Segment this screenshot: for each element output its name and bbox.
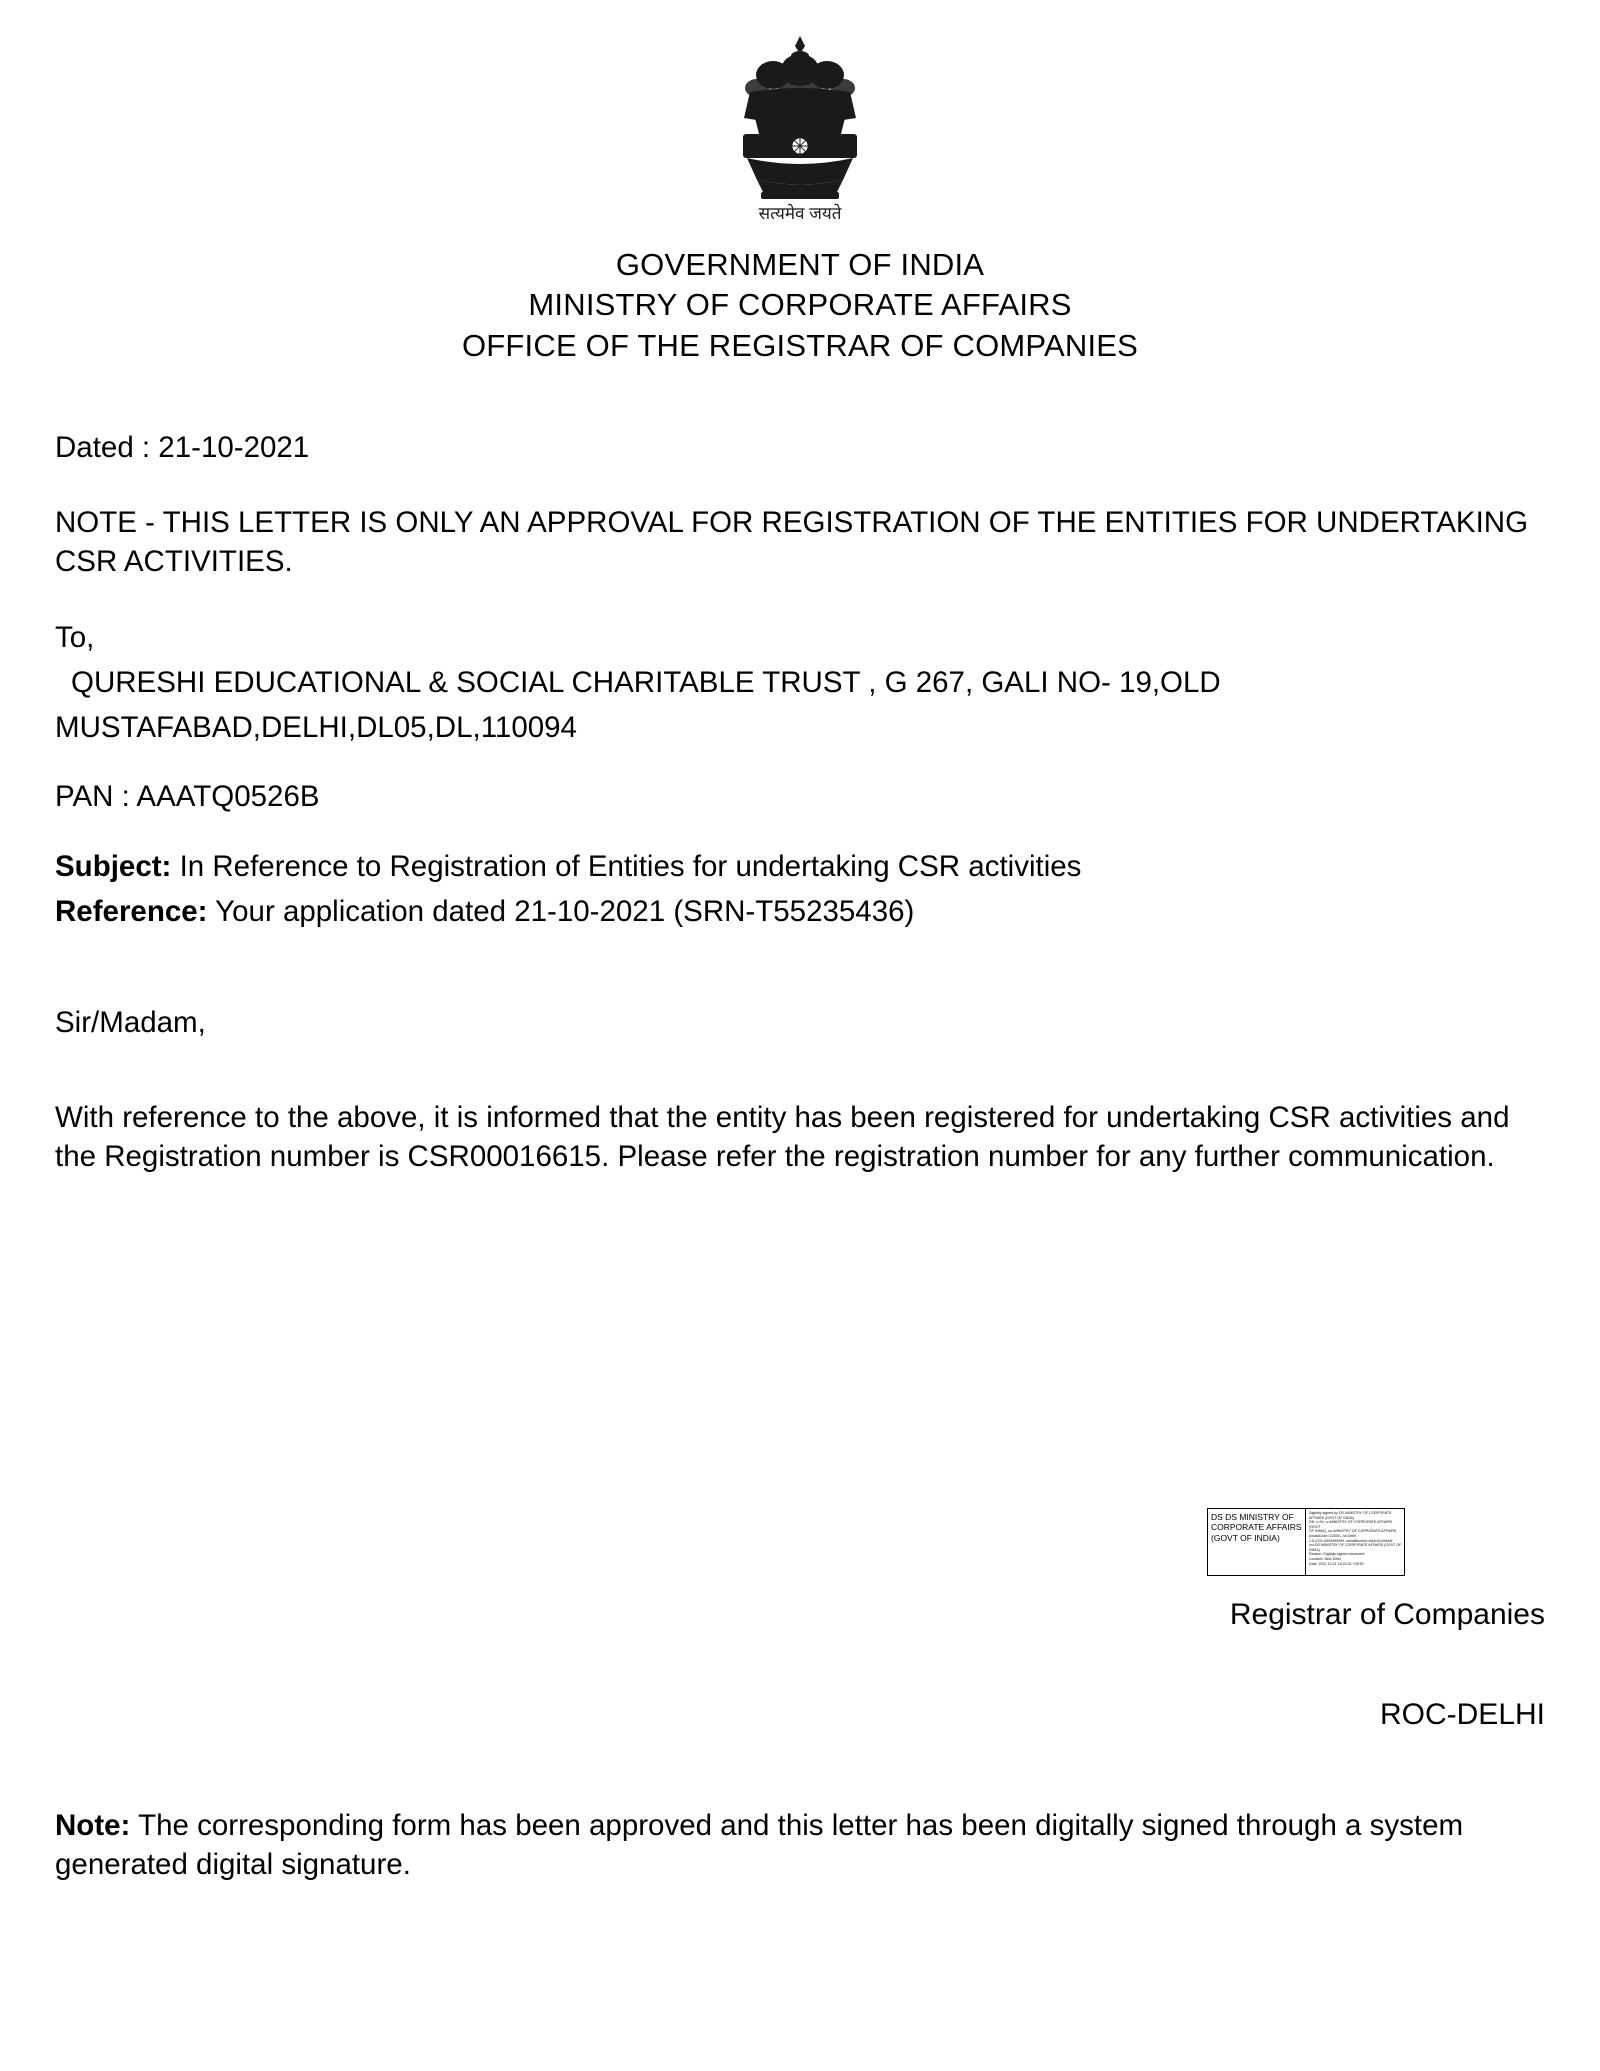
- subject-text: In Reference to Registration of Entities for undertaking CSR activities: [179, 849, 1082, 883]
- dsc-details: [1306, 1509, 1404, 1575]
- header-line-government: GOVERNMENT OF INDIA: [615, 247, 985, 282]
- pan-number: PAN : AAATQ0526B: [55, 780, 320, 814]
- footer-note-label: Note:: [55, 1809, 131, 1842]
- reference-text: Your application dated 21-10-2021 (SRN-T55235436): [215, 894, 915, 928]
- subject-label: Subject:: [55, 849, 172, 883]
- header-line-ministry: MINISTRY OF CORPORATE AFFAIRS: [528, 287, 1072, 323]
- dsc-detail-line: AFFAIRS (GOVT OF INDIA): [1309, 1515, 1355, 1520]
- letter-body: [55, 428, 1545, 1177]
- signature-area: [55, 1508, 1545, 1732]
- registrar-title: Registrar of Companies: [1229, 1598, 1545, 1631]
- dsc-detail-line: cn=DS MINISTRY OF CORPORATE AFFAIRS (GOVT OF INDIA): [1309, 1543, 1402, 1552]
- approval-note: NOTE - THIS LETTER IS ONLY AN APPROVAL FOR REGISTRATION OF THE ENTITIES FOR UNDERTAKING CSR ACTIVITIES.: [55, 506, 1529, 579]
- dsc-detail-line: DN: c=IN, o=MINISTRY OF CORPORATE AFFAIRS (GOVT: [1309, 1520, 1393, 1529]
- dsc-detail-line: OF INDIA), ou=MINISTRY OF CORPORATE AFFAIRS, postalCode=110001, st=Delhi,: [1309, 1529, 1398, 1538]
- addressee-line-1: QURESHI EDUCATIONAL & SOCIAL CHARITABLE TRUST , G 267, GALI NO- 19,OLD: [71, 665, 1221, 699]
- dsc-detail-line: Digitally signed by DS MINISTRY OF CORPORATE: [1309, 1511, 1392, 1515]
- footer-note: [55, 1806, 1545, 1884]
- body-paragraph: With reference to the above, it is informed that the entity has been registered for undertaking CSR activities and the Registration number is CSR00016615. Please refer the registration number for any further communication.: [55, 1101, 1510, 1174]
- dsc-detail-line: Location: New Delhi: [1309, 1556, 1341, 1561]
- addressee-line-2: MUSTAFABAD,DELHI,DL05,DL,110094: [55, 711, 577, 745]
- subject-line: [55, 847, 1545, 886]
- header-line-office: OFFICE OF THE REGISTRAR OF COMPANIES: [461, 327, 1139, 363]
- letter-date: Dated : 21-10-2021: [55, 430, 310, 464]
- dsc-signer-name: DS DS MINISTRY OF CORPORATE AFFAIRS (GOVT OF INDIA): [1208, 1509, 1306, 1575]
- spacer: [55, 961, 1545, 1003]
- salutation: Sir/Madam,: [55, 1006, 206, 1039]
- reference-line: [55, 892, 1545, 931]
- document-header: [55, 245, 1545, 366]
- india-state-emblem-icon: [695, 30, 905, 245]
- dsc-detail-line: Date: 2021.10.21 18:24:31 +05'30': [1309, 1561, 1365, 1566]
- dsc-detail-line: 2.5.4.20=9999999999, serialNumber=0a1b2c3d4e5f,: [1309, 1538, 1394, 1543]
- digital-signature-stamp: [1207, 1508, 1405, 1576]
- emblem-motto: सत्यमेव जयते: [758, 204, 842, 223]
- spacer-2: [55, 1072, 1545, 1098]
- roc-office: ROC-DELHI: [1379, 1698, 1545, 1731]
- to-label: To,: [55, 620, 95, 654]
- emblem-container: [55, 0, 1545, 245]
- dsc-detail-line: Reason: Digitally signed document: [1309, 1552, 1365, 1557]
- footer-note-text: The corresponding form has been approved and this letter has been digitally signed through a system generated digital signature.: [55, 1809, 1464, 1882]
- reference-label: Reference:: [55, 894, 208, 928]
